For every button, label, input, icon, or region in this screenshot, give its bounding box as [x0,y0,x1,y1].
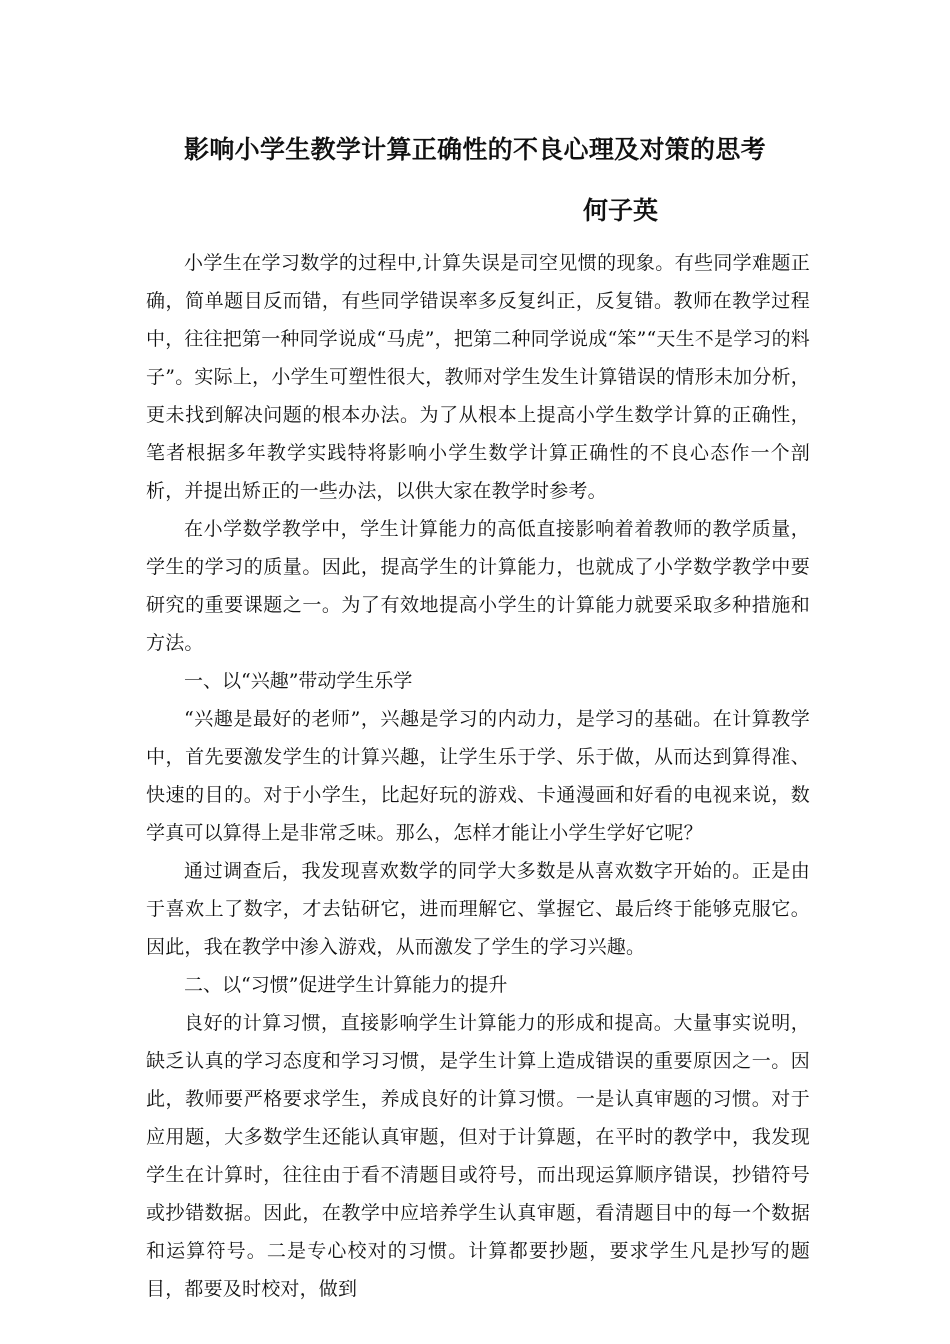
paragraph-survey: 通过调查后，我发现喜欢数学的同学大多数是从喜欢数字开始的。正是由于喜欢上了数字，才去钻研它，进而理解它、掌握它、最后终于能够克服它。因此，我在教学中渗入游戏，从而激发了学生的学习兴趣。 [146,860,810,958]
document-title: 影响小学生教学计算正确性的不良心理及对策的思考 [184,135,766,164]
section-heading-habit: 二、以“习惯”促进学生计算能力的提升 [184,974,508,996]
paragraph-habit: 良好的计算习惯，直接影响学生计算能力的形成和提高。大量事实说明，缺乏认真的学习态度和学习习惯，是学生计算上造成错误的重要原因之一。因此，教师要严格要求学生，养成良好的计算习惯。一是认真审题的习惯。对于应用题，大多数学生还能认真审题，但对于计算题，在平时的教学中，我发现学生在计算时，往往由于看不清题目或符号，而出现运算顺序错误，抄错符号或抄错数据。因此，在教学中应培养学生认真审题，看清题目中的每一个数据和运算符号。二是专心校对的习惯。计算都要抄题，要求学生凡是抄写的题目，都要及时校对，做到 [146,1012,810,1300]
section-heading-interest: 一、以“兴趣”带动学生乐学 [184,670,413,692]
paragraph-intro: 小学生在学习数学的过程中,计算失误是司空见惯的现象。有些同学难题正确，简单题目反而错，有些同学错误率多反复纠正，反复错。教师在教学过程中，往往把第一种同学说成“马虎”，把第二种同学说成“笨”“天生不是学习的料子”。实际上，小学生可塑性很大，教师对学生发生计算错误的情形未加分析，更未找到解决问题的根本办法。为了从根本上提高小学生数学计算的正确性，笔者根据多年教学实践特将影响小学生数学计算正确性的不良心态作一个剖析，并提出矫正的一些办法，以供大家在教学时参考。 [146,252,811,502]
paragraph-interest: “兴趣是最好的老师”，兴趣是学习的内动力，是学习的基础。在计算教学中，首先要激发学生的计算兴趣，让学生乐于学、乐于做，从而达到算得准、快速的目的。对于小学生，比起好玩的游戏、卡通漫画和好看的电视来说，数学真可以算得上是非常乏味。那么，怎样才能让小学生学好它呢？ [146,708,810,844]
paragraph-importance: 在小学数学教学中，学生计算能力的高低直接影响着着教师的教学质量，学生的学习的质量。因此，提高学生的计算能力，也就成了小学数学教学中要研究的重要课题之一。为了有效地提高小学生的计算能力就要采取多种措施和方法。 [146,518,810,654]
document-body [146,244,810,1308]
document-author: 何子英 [583,196,659,225]
